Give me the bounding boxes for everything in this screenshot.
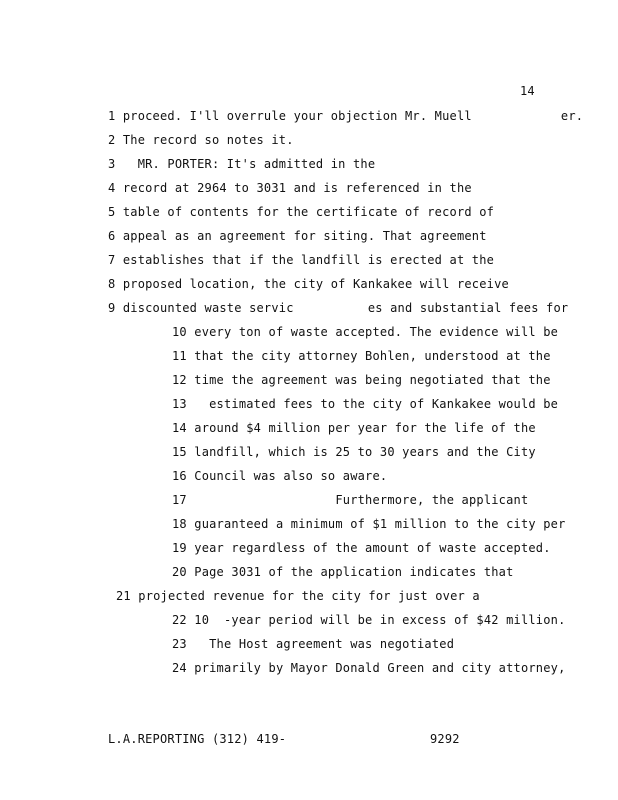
transcript-line: 21 projected revenue for the city for just over a <box>116 589 480 603</box>
transcript-line: 12 time the agreement was being negotiated that the <box>172 373 551 387</box>
transcript-line: 2 The record so notes it. <box>108 133 294 147</box>
transcript-line: 19 year regardless of the amount of waste accepted. <box>172 541 551 555</box>
transcript-line: 15 landfill, which is 25 to 30 years and the City <box>172 445 536 459</box>
page-number: 14 <box>520 84 535 98</box>
transcript-line: 20 Page 3031 of the application indicates that <box>172 565 514 579</box>
footer-number: 9292 <box>430 732 460 746</box>
transcript-line: 23 The Host agreement was negotiated <box>172 637 455 651</box>
transcript-line: 16 Council was also so aware. <box>172 469 388 483</box>
footer-reporter: L.A.REPORTING (312) 419- <box>108 732 287 746</box>
transcript-line: 11 that the city attorney Bohlen, understood at the <box>172 349 551 363</box>
transcript-line: 17 Furthermore, the applicant <box>172 493 529 507</box>
transcript-line: 22 10 -year period will be in excess of $42 million. <box>172 613 566 627</box>
transcript-line: 4 record at 2964 to 3031 and is referenced in the <box>108 181 472 195</box>
transcript-line: 24 primarily by Mayor Donald Green and city attorney, <box>172 661 566 675</box>
transcript-line: 10 every ton of waste accepted. The evidence will be <box>172 325 559 339</box>
transcript-line: 3 MR. PORTER: It's admitted in the <box>108 157 376 171</box>
transcript-line: 13 estimated fees to the city of Kankakee would be <box>172 397 559 411</box>
transcript-line: 7 establishes that if the landfill is erected at the <box>108 253 495 267</box>
transcript-line: 6 appeal as an agreement for siting. That agreement <box>108 229 487 243</box>
transcript-line: 1 proceed. I'll overrule your objection Mr. Muell er. <box>108 109 584 123</box>
transcript-line: 14 around $4 million per year for the life of the <box>172 421 536 435</box>
transcript-line: 5 table of contents for the certificate of record of <box>108 205 495 219</box>
transcript-line: 9 discounted waste servic es and substantial fees for <box>108 301 569 315</box>
transcript-line: 8 proposed location, the city of Kankakee will receive <box>108 277 509 291</box>
transcript-line: 18 guaranteed a minimum of $1 million to the city per <box>172 517 566 531</box>
